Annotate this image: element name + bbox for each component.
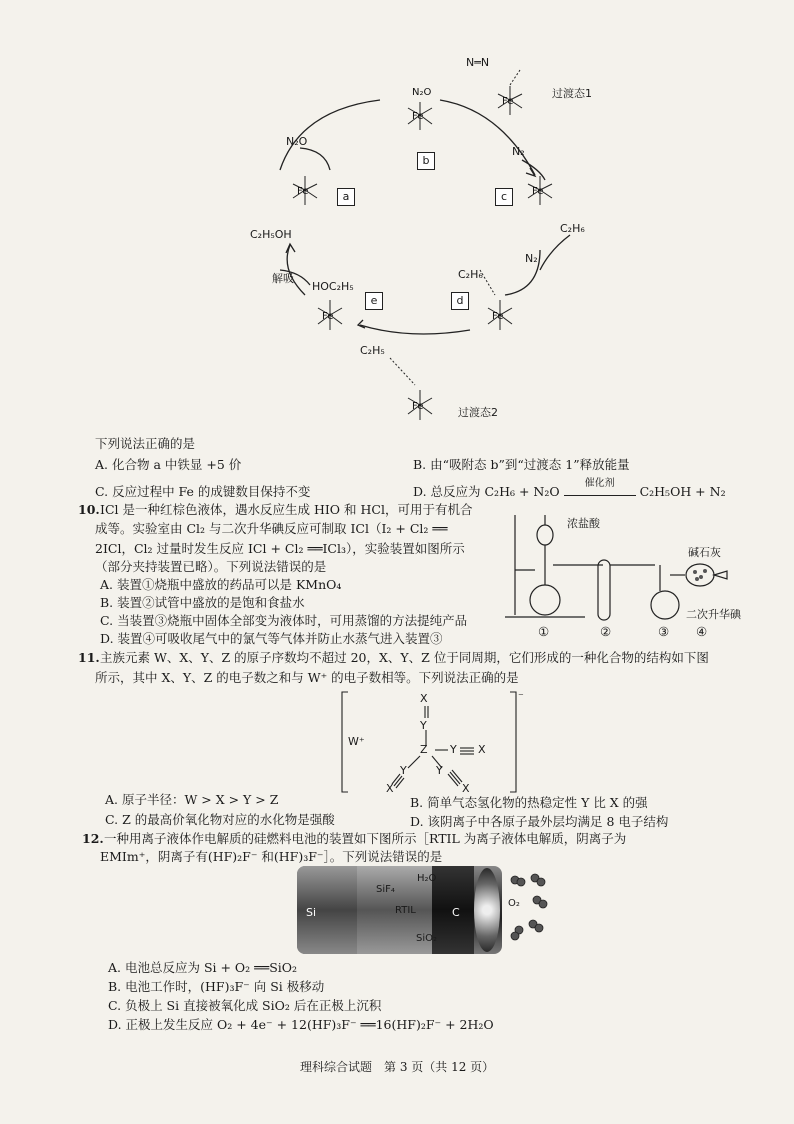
si-label: Si (306, 906, 317, 919)
atom-y-top: Y (420, 719, 427, 732)
q12-number: 12. (82, 831, 104, 846)
oxygen-molecules (505, 872, 550, 942)
q10-line-2: 成等。实验室由 Cl₂ 与二次升华碘反应可制取 ICl（I₂ + Cl₂ ══ (95, 521, 448, 536)
apparatus-2: ② (600, 624, 612, 639)
apparatus-4: ④ (696, 624, 708, 639)
q9-d-pre: D. 总反应为 C₂H₆ + N₂O (413, 484, 560, 499)
soda-lime-label: 碱石灰 (688, 546, 721, 559)
q9-option-b: B. 由“吸附态 b”到“过渡态 1”释放能量 (413, 457, 630, 472)
box-a: a (337, 188, 355, 206)
q9-stem: 下列说法正确的是 (95, 436, 196, 451)
atom-x-left: X (386, 782, 394, 795)
w-cation: W⁺ (348, 735, 365, 748)
q10-option-c: C. 当装置③烧瓶中固体全部变为液体时，可用蒸馏的方法提纯产品 (100, 613, 468, 628)
page-footer: 理科综合试题 第 3 页（共 12 页） (300, 1060, 495, 1074)
q12-line-1: 一种用离子液体作电解质的硅燃料电池的装置如下图所示［RTIL 为离子液体电解质，阴离子为 (104, 831, 627, 846)
q12-line-2: EMIm⁺，阴离子有(HF)₂F⁻ 和(HF)₃F⁻］。下列说法错误的是 (100, 849, 443, 864)
anion-structure (340, 690, 520, 795)
c2h6-in-label: C₂H₆ (560, 222, 585, 235)
apparatus-1: ① (538, 624, 550, 639)
c2h6-d-label: C₂H₆ (458, 268, 483, 281)
q11-option-b: B. 简单气态氢化物的热稳定性 Y 比 X 的强 (410, 795, 648, 810)
svg-text:Fe: Fe (412, 111, 424, 122)
q11-line-2: 所示，其中 X、Y、Z 的电子数之和与 W⁺ 的电子数相等。下列说法正确的是 (95, 670, 519, 685)
atom-y-lower-right: Y (436, 764, 443, 777)
iodine-label: 二次升华碘 (686, 608, 741, 621)
atom-y-left: Y (400, 764, 407, 777)
nn-label: N═N (466, 56, 490, 69)
q10-line-4: （部分夹持装置已略）。下列说法错误的是 (95, 559, 327, 574)
q10-number: 10. (78, 502, 100, 517)
o2-label: O₂ (508, 898, 520, 909)
q9-d-post: C₂H₅OH + N₂ (639, 484, 726, 499)
box-d: d (451, 292, 469, 310)
q11-option-a: A. 原子半径：W > X > Y > Z (105, 792, 279, 807)
svg-text:Fe: Fe (502, 96, 514, 107)
atom-x-top: X (420, 692, 428, 705)
atom-x-right: X (478, 743, 486, 756)
svg-text:Fe: Fe (297, 186, 309, 197)
sio2-label: SiO₂ (416, 933, 438, 944)
c2h5-ts2-label: C₂H₅ (360, 344, 385, 357)
atom-x-lower-right: X (462, 782, 470, 795)
transition-state-1-label: 过渡态1 (552, 87, 592, 100)
hcl-label: 浓盐酸 (567, 517, 600, 530)
q10-line-1: ICl 是一种红棕色液体，遇水反应生成 HIO 和 HCl，可用于有机合 (100, 502, 473, 517)
cathode-face (474, 868, 500, 952)
n2o-in-label: N₂O (286, 135, 308, 148)
q9-option-a: A. 化合物 a 中铁显 +5 价 (95, 457, 242, 472)
svg-text:Fe: Fe (322, 311, 334, 322)
atom-z: Z (420, 743, 428, 756)
box-c: c (495, 188, 513, 206)
svg-text:Fe: Fe (492, 311, 504, 322)
sif4-label: SiF₄ (376, 884, 395, 895)
q9-option-d (413, 478, 726, 502)
svg-text:Fe: Fe (532, 186, 544, 197)
n2-label: N₂ (512, 145, 525, 158)
c-label: C (452, 906, 460, 919)
hoc2h5-label: HOC₂H₅ (312, 280, 354, 293)
q11-option-d: D. 该阴离子中各原子最外层均满足 8 电子结构 (410, 814, 669, 829)
q12-option-b: B. 电池工作时，(HF)₃F⁻ 向 Si 极移动 (108, 979, 325, 994)
arrow-line (564, 495, 636, 496)
rtil-label: RTIL (395, 905, 416, 916)
q12-option-d: D. 正极上发生反应 O₂ + 4e⁻ + 12(HF)₃F⁻ ══16(HF)₂F⁻ + 2H₂O (108, 1017, 494, 1032)
q11-number: 11. (78, 650, 100, 665)
c2h5oh-out-label: C₂H₅OH (250, 228, 292, 241)
h2o-label: H₂O (417, 873, 437, 884)
anion-charge: ⁻ (518, 690, 524, 703)
catalyst-label: 催化剂 (584, 478, 615, 489)
q11-line-1: 主族元素 W、X、Y、Z 的原子序数均不超过 20，X、Y、Z 位于同周期，它们形成的一种化合物的结构如下图 (100, 650, 709, 665)
apparatus-3: ③ (658, 624, 670, 639)
n2-out-label: N₂ (525, 252, 538, 265)
atom-y-right: Y (450, 743, 457, 756)
q12-option-c: C. 负极上 Si 直接被氧化成 SiO₂ 后在正极上沉积 (108, 998, 382, 1013)
svg-text:Fe: Fe (412, 401, 424, 412)
svg-text:N₂O: N₂O (412, 87, 432, 98)
q10-line-3: 2ICl，Cl₂ 过量时发生反应 ICl + Cl₂ ══ICl₃），实验装置如图所示 (95, 541, 465, 556)
box-e: e (365, 292, 383, 310)
q9-d-arrow (564, 478, 636, 496)
q10-option-a: A. 装置①烧瓶中盛放的药品可以是 KMnO₄ (100, 577, 342, 592)
box-b: b (417, 152, 435, 170)
transition-state-2-label: 过渡态2 (458, 406, 498, 419)
q11-option-c: C. Z 的最高价氧化物对应的水化物是强酸 (105, 812, 335, 827)
q12-option-a: A. 电池总反应为 Si + O₂ ══SiO₂ (108, 960, 298, 975)
q9-option-c: C. 反应过程中 Fe 的成键数目保持不变 (95, 484, 311, 499)
desorb-label: 解吸 (272, 272, 294, 285)
q10-option-d: D. 装置④可吸收尾气中的氯气等气体并防止水蒸气进入装置③ (100, 631, 443, 646)
q10-option-b: B. 装置②试管中盛放的是饱和食盐水 (100, 595, 305, 610)
